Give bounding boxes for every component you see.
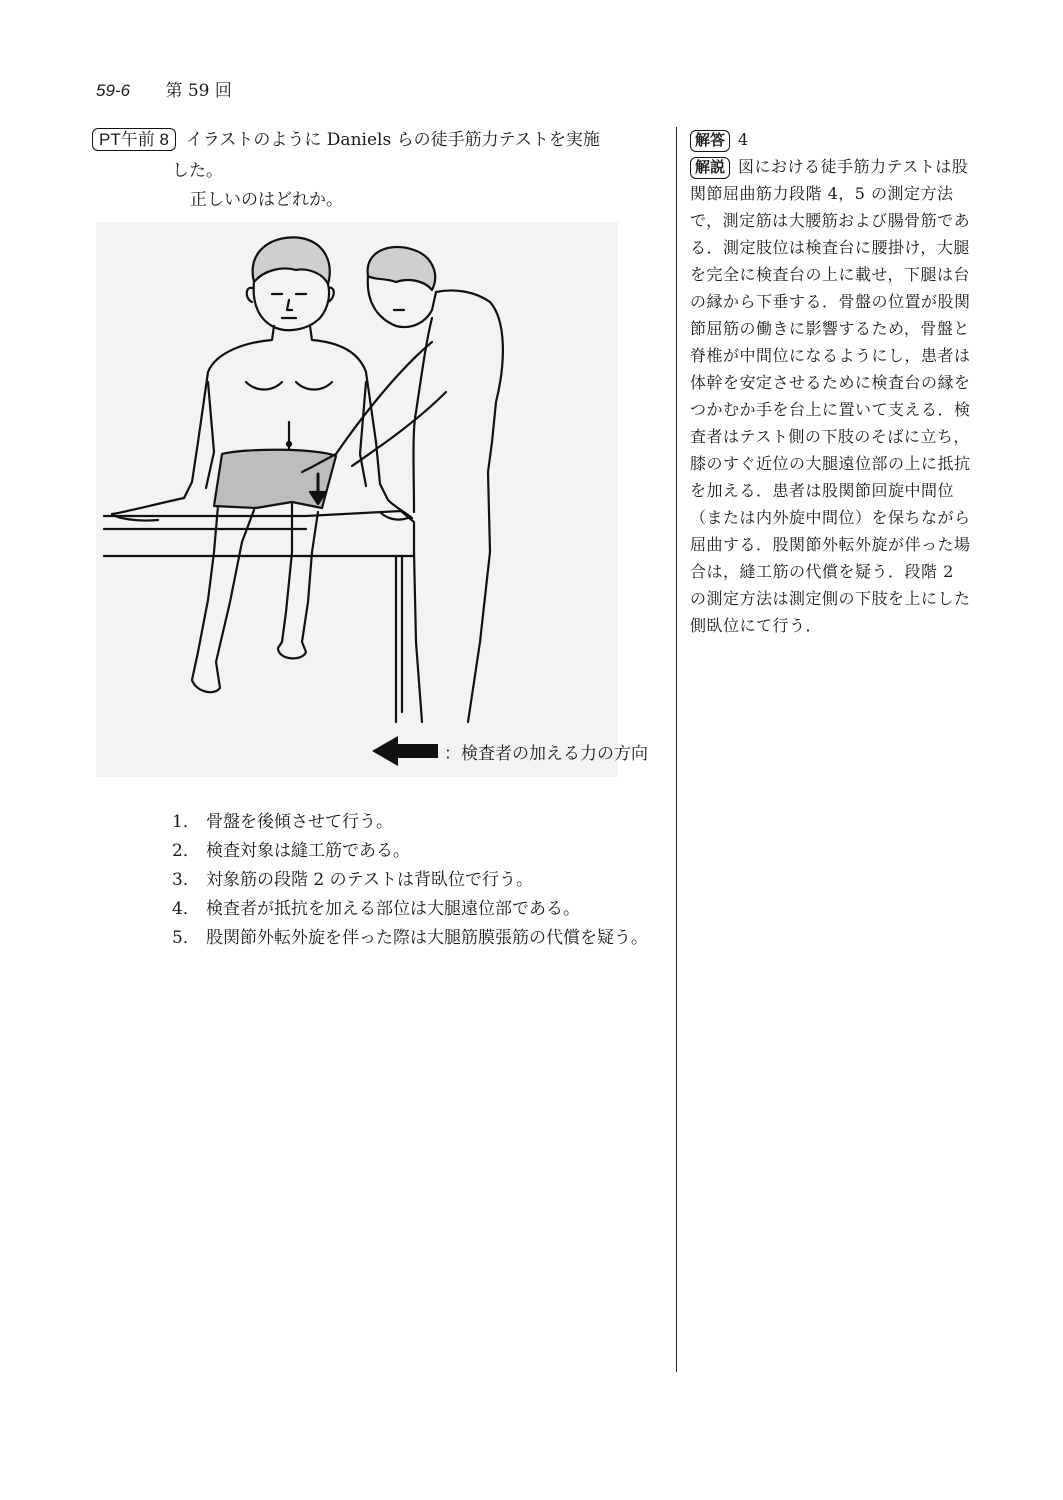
legend-text: ：検査者の加える力の方向	[444, 743, 648, 764]
question-label: PT午前 8	[92, 128, 176, 151]
patient-figure	[112, 237, 412, 692]
answer-choices	[172, 808, 667, 953]
choice-number: 4．	[172, 899, 200, 919]
choice-text: 股関節外転外旋を伴った際は大腿筋膜張筋の代償を疑う。	[206, 928, 648, 948]
choice-2	[172, 837, 667, 866]
question-header	[92, 127, 667, 153]
arrow-left-icon	[372, 734, 438, 768]
choice-text: 検査対象は縫工筋である。	[206, 841, 410, 861]
explanation-label: 解説	[690, 157, 730, 179]
answer-line	[690, 126, 972, 153]
page-number: 59-6	[96, 81, 131, 100]
force-direction-legend	[372, 734, 648, 768]
choice-number: 3．	[172, 870, 200, 890]
answer-section	[690, 126, 972, 639]
choice-text: 検査者が抵抗を加える部位は大腿遠位部である。	[206, 899, 580, 919]
exam-session: 第 59 回	[165, 81, 232, 101]
question-text-line2: した。	[172, 161, 223, 181]
answer-value: 4	[738, 130, 749, 149]
page-header	[96, 76, 232, 101]
mmt-illustration	[96, 222, 618, 777]
choice-text: 骨盤を後傾させて行う。	[206, 812, 393, 832]
choice-3	[172, 866, 667, 895]
choice-number: 5．	[172, 928, 200, 948]
question-prompt: 正しいのはどれか。	[190, 190, 343, 210]
choice-4	[172, 895, 667, 924]
choice-1	[172, 808, 667, 837]
choice-text: 対象筋の段階 2 のテストは背臥位で行う。	[206, 870, 533, 890]
exam-table	[104, 511, 414, 722]
explanation-text: 図における徒手筋力テストは股関節屈曲筋力段階 4，5 の測定方法で，測定筋は大腰筋および腸骨筋である．測定肢位は検査台に腰掛け，大腿を完全に検査台の上に載せ，下腿は台の縁から下垂する．骨盤の位置が股関節屈筋の働きに影響するため，骨盤と脊椎が中間位になるようにし，患者は体幹を安定させるために検査台の縁をつかむか手を台上に置いて支える．検査者はテスト側の下肢のそばに立ち，膝のすぐ近位の大腿遠位部の上に抵抗を加える．患者は股関節回旋中間位（または内外旋中間位）を保ちながら屈曲する．股関節外転外旋が伴った場合は，縫工筋の代償を疑う．段階 2 の測定方法は測定側の下肢を上にした側臥位にて行う．	[690, 157, 971, 635]
choice-5	[172, 924, 667, 953]
choice-number: 2．	[172, 841, 200, 861]
explanation	[690, 153, 972, 639]
answer-label: 解答	[690, 130, 730, 152]
choice-number: 1．	[172, 812, 200, 832]
question-text-line1: イラストのように Daniels らの徒手筋力テストを実施	[185, 130, 600, 150]
column-divider	[676, 127, 677, 1372]
